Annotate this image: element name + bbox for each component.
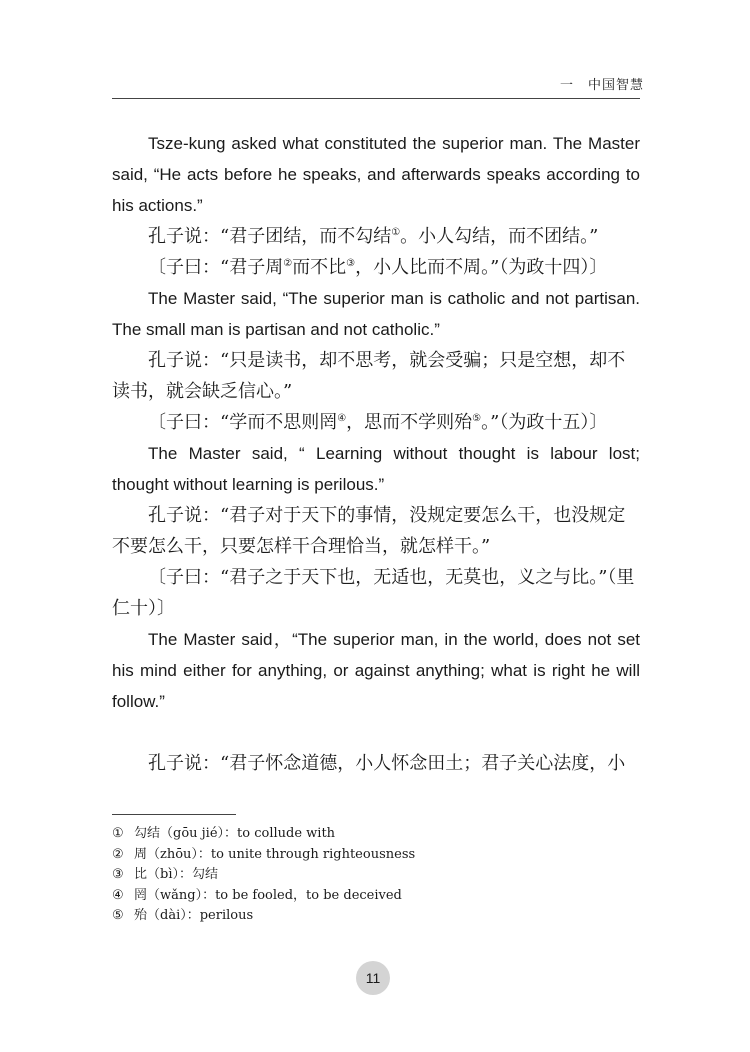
paragraph-en-4: The Master said，“The superior man, in the world, does not set his mind either for anything, or against anything; what is right he will follow.”: [112, 630, 640, 711]
main-text: [112, 128, 640, 779]
running-header: 一 中国智慧: [560, 78, 645, 93]
footnote-item: [112, 845, 640, 866]
footnote-ref-3: ③: [346, 258, 356, 269]
text-segment: 而不比: [292, 257, 347, 278]
footnote-ref-2: ②: [283, 258, 293, 269]
paragraph-en-2: The Master said, “The superior man is catholic and not partisan. The small man is partisan and not catholic.”: [112, 289, 640, 339]
footnote-ref-1: ①: [391, 227, 401, 238]
paragraph-zh-1: [112, 221, 640, 252]
text-segment: 〔子曰：“君子周: [148, 257, 284, 278]
footnote-number: ③: [112, 867, 124, 882]
footnote-text: 比（bì）：勾结: [134, 867, 218, 882]
footnote-number: ②: [112, 846, 124, 862]
text-segment: 。”（为政十五）〕: [481, 412, 608, 433]
footnote-item: [112, 906, 640, 927]
section-gap: [112, 717, 640, 748]
page-number: 11: [356, 961, 390, 995]
footnote-number: ①: [112, 826, 124, 841]
footnote-ref-4: ④: [337, 413, 347, 424]
footnotes: [112, 824, 640, 927]
quote-classical-3: 〔子曰：“君子之于天下也，无适也，无莫也，义之与比。”（里仁十）〕: [112, 567, 635, 619]
paragraph-en-1: Tsze-kung asked what constituted the superior man. The Master said, “He acts before he speaks, and afterwards speaks according to his actions.”: [112, 134, 640, 215]
footnote-text: 殆（dài）：perilous: [134, 908, 254, 923]
text-segment: ，思而不学则殆: [346, 412, 473, 433]
footnote-item: [112, 824, 640, 845]
paragraph-zh-2: 孔子说：“只是读书，却不思考，就会受骗；只是空想，却不读书，就会缺乏信心。”: [112, 350, 626, 402]
footnote-text: 勾结（gōu jié）：to collude with: [134, 826, 336, 841]
paragraph-zh-4: 孔子说：“君子怀念道德，小人怀念田土；君子关心法度，小: [148, 753, 626, 774]
footnote-rule: [112, 814, 236, 815]
quote-classical-2: [112, 407, 640, 438]
text-segment: ，小人比而不周。”（为政十四）〕: [355, 257, 608, 278]
paragraph-en-3: The Master said, “ Learning without thought is labour lost; thought without learning is perilous.”: [112, 444, 640, 494]
quote-classical-1: [112, 252, 640, 283]
footnote-text: 罔（wǎng）：to be fooled，to be deceived: [134, 887, 402, 903]
footnote-number: ⑤: [112, 908, 124, 923]
text-segment: 〔子曰：“学而不思则罔: [148, 412, 338, 433]
footnote-item: [112, 886, 640, 907]
footnote-item: [112, 865, 640, 886]
footnote-ref-5: ⑤: [472, 413, 482, 424]
footnote-number: ④: [112, 887, 124, 903]
footnote-text: 周（zhōu）：to unite through righteousness: [134, 846, 416, 862]
text-segment: 。小人勾结，而不团结。”: [400, 226, 599, 247]
text-segment: 孔子说：“君子团结，而不勾结: [148, 226, 392, 247]
header-rule: [112, 98, 640, 99]
paragraph-zh-3: 孔子说：“君子对于天下的事情，没规定要怎么干，也没规定不要怎么干，只要怎样干合理恰当，就怎样干。”: [112, 505, 626, 557]
